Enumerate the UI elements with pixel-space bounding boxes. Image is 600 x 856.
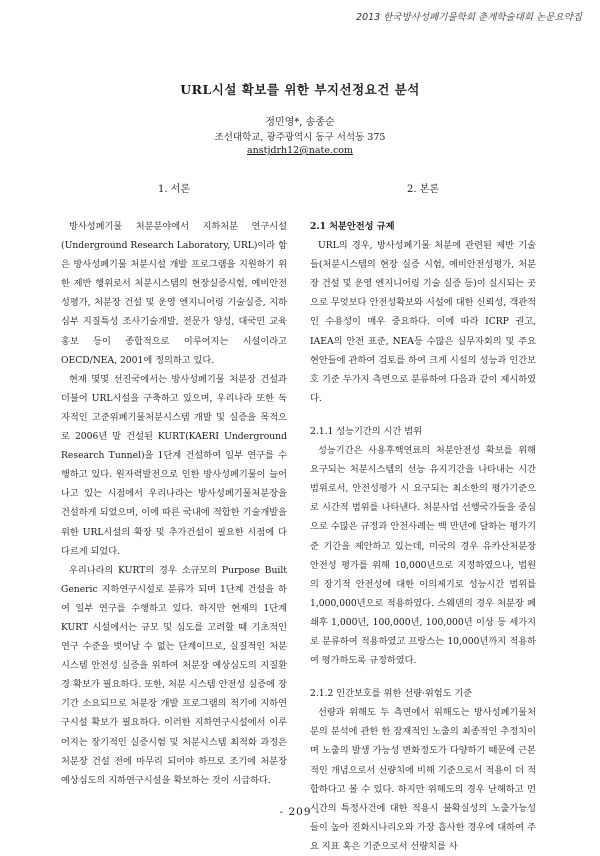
- paper-title: URL시설 확보를 위한 부지선정요건 분석: [180, 82, 420, 97]
- subsection-paragraph-2-1-1: 성능기간은 사용후핵연료의 처분안전성 확보를 위해 요구되는 처분시스템의 선능 유지기간을 나타내는 시간 범위로서, 안전성평가 시 요구되는 최소한의 평가기준으로 시간적 범위를 나타낸다. 처분사업 선행국가들을 중심으로 수많은 규정과 안전사례는 백 만년에 달하는 평가기준 기간을 제안하고 있는데, 미국의 경우 유카산처분장 안전성 평가를 위해 10,000년으로 지정하였으나, 법원의 장기적 안전성에 대한 이의제기로 성능시간 범위를 1,000,000년으로 적용하였다. 스웨덴의 경우 처분장 폐쇄후 1,000년, 100,000년, 100,000년 이상 등 세가지로 분류하여 적용하였고 프랑스는 10,000년까지 적용하여 평가하도록 규정하였다.: [310, 445, 536, 667]
- paper-affiliation: 조선대학교, 광주광역시 동구 서석동 375: [214, 132, 386, 143]
- author-email[interactable]: anstjdrh12@nate.com: [246, 145, 354, 156]
- section-heading-intro: 1. 서론: [157, 184, 191, 195]
- spacer: [310, 670, 536, 684]
- subsection-paragraph-2-1-2: 선량과 위해도 두 측면에서 위해도는 방사성폐기물처분의 분석에 관한 한 잠재적인 노출의 최종적인 추정치이며 노출의 발생 가능성 변화정도가 다양하기 때문에 근본적인 개념으로서 선량치에 비해 기준으로서 적용이 더 적합하다고 볼 수 있다. 하지만 위해도의 경우 난해하고 먼 시간의 특정사건에 대한 적용시 불확실성의 노출가능성들이 높아 진화시나리오와 가장 흡사한 경우에 대하여 주요 지표 혹은 기준으로서 선량치를 사: [310, 707, 536, 852]
- subsection-heading-2-1: 2.1 처분안전성 규제: [310, 221, 395, 232]
- conference-header: 2013 한국방사성폐기물학회 춘계학술대회 논문요약집: [356, 12, 582, 23]
- intro-paragraph-3: 우리나라의 KURT의 경우 소규모의 Purpose Built Generic 지하연구시설로 분류가 되며 1단계 건설을 하여 일부 연구를 수행하고 있다. 하지만 현재의 1단계 KURT 시설에서는 규모 및 심도를 고려할 때 기초적인 연구 수준을 벗어날 수 없는 단계이므로, 실질적인 처분시스템 안전성 실증을 위하여 처분장 예상심도의 지질환경 확보가 필요하다. 또한, 처분 시스템 안전성 실증에 장기간 소요되므로 처분장 개발 프로그램의 적기에 지하연구시설 확보가 필요하다. 이러한 지하연구시설에서 이루어지는 장기적인 실증시험 및 처분시스템 최적화 과정은 처분장 건설 전에 마무리 되어야 하므로 조기에 처분장 예상심도의 지하연구시설을 확보하는 것이 시급하다.: [61, 564, 287, 786]
- left-column: [61, 180, 287, 790]
- section-heading-body: 2. 본론: [406, 184, 440, 195]
- paper-authors: 정민영*, 송종순: [265, 117, 335, 128]
- subsection-paragraph-2-1: URL의 경우, 방사성폐기물 처분에 관련된 제반 기술들(처분시스템의 현장 실증 시험, 예비안전성평가, 처분장 건설 및 운영 엔지니어링 기술 실증 등)이 실시되는 곳으로 무엇보다 안전성확보와 시설에 대한 신뢰성, 객관적인 수용성이 매우 중요하다. 이에 따라 ICRP 권고, IAEA의 안전 표준, NEA등 수많은 실무자회의 및 주요 현안들에 관하여 검토를 하여 크게 시설의 성능과 인간보호 기준 두가지 측면으로 분류하여 다음과 같이 제시하였다.: [310, 240, 536, 404]
- spacer: [310, 408, 536, 422]
- subsection-heading-2-1-1: 2.1.1 성능기간의 시간 범위: [310, 425, 423, 437]
- subsection-heading-2-1-2: 2.1.2 인간보호를 위한 선량·위험도 기준: [310, 688, 473, 700]
- intro-paragraph-1: 방사성폐기물 처분분야에서 지하처분 연구시설(Underground Research Laboratory, URL)이라 함은 방사성폐기물 처분시설 개발 프로그램을 지원하기 위한 제반 행위로서 처분시스템의 현장실증시험, 예비안전성평가, 처분장 건설 및 운영 엔지니어링 기술실증, 지하심부 지질특성 조사기술개발, 전문가 양성, 대국민 교육홍보 등이 종합적으로 이루어지는 시설이라고 OECD/NEA, 2001에 정의하고 있다.: [61, 221, 287, 366]
- right-column: [310, 180, 536, 856]
- intro-paragraph-2: 현재 몇몇 선진국에서는 방사성폐기물 처분장 건설과 더불어 URL시설을 구축하고 있으며, 우리나라 또한 독자적인 고준위폐기물처분시스템 개발 및 실증을 목적으로 2006년 말 건설된 KURT(KAERI Underground Research Tunnel)을 1단계 건설하여 일부 연구를 수행하고 있다. 원자력발전으로 인한 방사성폐기물이 늘어나고 있는 시점에서 우리나라는 방사성폐기물처분장을 건설하게 되었으며, 이에 따른 국내에 적합한 기술개발을 위한 URL시설의 확장 및 추가건설이 필요한 시점에 다다르게 되었다.: [61, 373, 287, 557]
- page-number: - 209 -: [279, 806, 321, 818]
